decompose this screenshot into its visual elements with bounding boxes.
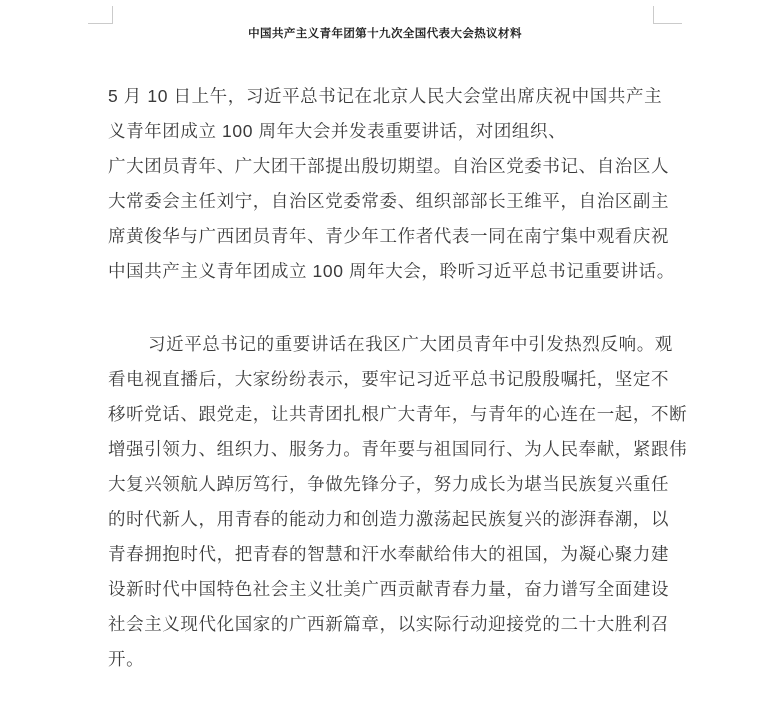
paragraph-1 (108, 79, 683, 289)
text-boundary-corner-mark-left (88, 6, 113, 24)
text-line: 社会主义现代化国家的广西新篇章，以实际行动迎接党的二十大胜利召 (108, 614, 670, 634)
text-line: 移听党话、跟党走，让共青团扎根广大青年，与青年的心连在一起，不断 (108, 404, 688, 424)
document-body (108, 79, 688, 677)
paragraph-2 (108, 327, 688, 677)
document-header-title: 中国共产主义青年团第十九次全国代表大会热议材料 (248, 28, 522, 40)
text-line: 青春拥抱时代，把青春的智慧和汗水奉献给伟大的祖国，为凝心聚力建 (108, 544, 670, 564)
text-line: 义青年团成立 100 周年大会并发表重要讲话，对团组织、 (108, 121, 567, 141)
text-line: 席黄俊华与广西团员青年、青少年工作者代表一同在南宁集中观看庆祝 (108, 226, 670, 246)
text-boundary-corner-mark-right (653, 6, 682, 24)
text-line: 大常委会主任刘宁，自治区党委常委、组织部部长王维平，自治区副主 (108, 191, 670, 211)
text-line: 中国共产主义青年团成立 100 周年大会，聆听习近平总书记重要讲话。 (108, 261, 675, 281)
text-line: 的时代新人，用青春的能动力和创造力激荡起民族复兴的澎湃春潮，以 (108, 509, 670, 529)
text-line: 5 月 10 日上午，习近平总书记在北京人民大会堂出席庆祝中国共产主 (108, 86, 663, 106)
text-line: 习近平总书记的重要讲话在我区广大团员青年中引发热烈反响。观 (148, 334, 673, 354)
text-line: 广大团员青年、广大团干部提出殷切期望。自治区党委书记、自治区人 (108, 156, 670, 176)
text-line: 看电视直播后，大家纷纷表示，要牢记习近平总书记殷殷嘱托，坚定不 (108, 369, 670, 389)
text-line: 开。 (108, 649, 145, 669)
text-line: 设新时代中国特色社会主义壮美广西贡献青春力量，奋力谱写全面建设 (108, 579, 670, 599)
text-line: 增强引领力、组织力、服务力。青年要与祖国同行、为人民奉献，紧跟伟 (108, 439, 688, 459)
text-line: 大复兴领航人踔厉笃行，争做先锋分子，努力成长为堪当民族复兴重任 (108, 474, 670, 494)
